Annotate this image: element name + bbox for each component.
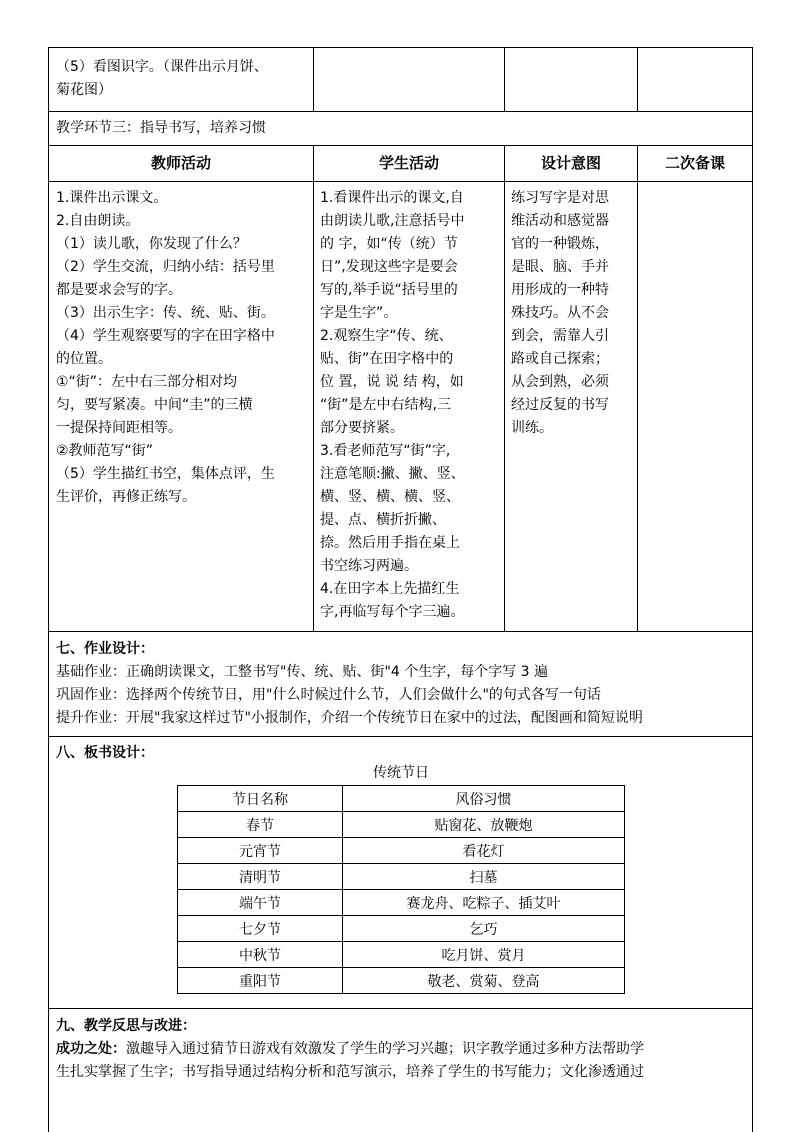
reflection-label: 成功之处： bbox=[56, 1041, 126, 1057]
student-line: 注意笔顺:撇、撇、竖、 bbox=[320, 466, 465, 482]
header-teacher: 教师活动 bbox=[150, 154, 211, 172]
reflection-text: 激趣导入通过猜节日游戏有效激发了学生的学习兴趣；识字教学通过多种方法帮助学 bbox=[126, 1041, 644, 1057]
festival-custom: 看花灯 bbox=[343, 838, 625, 864]
teacher-line: 的位置。 bbox=[56, 351, 112, 367]
festival-name: 春节 bbox=[178, 812, 343, 838]
reflection-line bbox=[56, 1038, 644, 1060]
teacher-line: 一提保持间距相等。 bbox=[56, 420, 182, 436]
homework-title: 七、作业设计： bbox=[56, 641, 154, 657]
design-line: 是眼、脑、手并 bbox=[511, 259, 609, 275]
teacher-line: 都是要求会写的字。 bbox=[56, 282, 182, 298]
teacher-line: 生评价，再修正练写。 bbox=[56, 489, 196, 505]
rule-4 bbox=[48, 631, 753, 632]
student-line: 日”,发现这些字是要会 bbox=[320, 259, 458, 275]
design-line: 从会到熟，必须 bbox=[511, 374, 609, 390]
col-divider-1-top bbox=[313, 47, 314, 111]
header-design: 设计意图 bbox=[540, 154, 601, 172]
teacher-line: （5）学生描红书空，集体点评，生 bbox=[56, 466, 275, 482]
table-row bbox=[178, 838, 625, 864]
festival-custom: 扫墓 bbox=[343, 864, 625, 890]
student-line: 横、竖、横、横、竖、 bbox=[320, 489, 460, 505]
student-line: “街”是左中右结构,三 bbox=[320, 397, 451, 413]
festival-name: 中秋节 bbox=[178, 942, 343, 968]
festival-table bbox=[177, 785, 625, 994]
rule-1 bbox=[48, 111, 753, 112]
teacher-line: 2.自由朗读。 bbox=[56, 213, 140, 229]
festival-custom: 乞巧 bbox=[343, 916, 625, 942]
festival-name: 清明节 bbox=[178, 864, 343, 890]
rule-3 bbox=[48, 181, 753, 182]
top-row-line: 菊花图） bbox=[56, 82, 112, 98]
table-row bbox=[178, 864, 625, 890]
table-row bbox=[178, 812, 625, 838]
rule-top bbox=[48, 47, 753, 48]
design-line: 到会，需靠人引 bbox=[511, 328, 609, 344]
header-student: 学生活动 bbox=[378, 154, 439, 172]
section3-title: 教学环节三：指导书写，培养习惯 bbox=[56, 120, 266, 136]
design-line: 练习写字是对思 bbox=[511, 190, 609, 206]
rule-5 bbox=[48, 736, 753, 737]
table-row bbox=[178, 942, 625, 968]
col-divider-1 bbox=[313, 145, 314, 631]
student-line: 书空练习两遍。 bbox=[320, 558, 418, 574]
design-line: 维活动和感觉器 bbox=[511, 213, 609, 229]
student-line: 贴、街”在田字格中的 bbox=[320, 351, 454, 367]
teacher-line: （3）出示生字：传、统、贴、街。 bbox=[56, 305, 275, 321]
festival-name: 重阳节 bbox=[178, 968, 343, 994]
reflection-line: 生扎实掌握了生字；书写指导通过结构分析和范写演示，培养了学生的书写能力；文化渗透通过 bbox=[56, 1064, 644, 1080]
frame-left bbox=[48, 47, 49, 1132]
reflection-title: 九、教学反思与改进： bbox=[56, 1018, 196, 1034]
table-row bbox=[178, 890, 625, 916]
board-title: 八、板书设计： bbox=[56, 745, 154, 761]
table-header-cell: 节日名称 bbox=[178, 786, 343, 812]
design-line: 经过反复的书写 bbox=[511, 397, 609, 413]
student-line: 3.看老师范写“街”字, bbox=[320, 443, 451, 459]
student-line: 2.观察生字“传、统、 bbox=[320, 328, 453, 344]
student-line: 4.在田字本上先描红生 bbox=[320, 581, 460, 597]
student-line: 字是生字”。 bbox=[320, 305, 398, 321]
student-line: 提、点、横折折撇、 bbox=[320, 512, 446, 528]
frame-right bbox=[752, 47, 753, 1132]
student-line: 的 字，如“传（统）节 bbox=[320, 236, 458, 252]
student-line: 位 置，说 说 结 构，如 bbox=[320, 374, 464, 390]
top-row-line: （5）看图识字。（课件出示月饼、 bbox=[56, 59, 268, 75]
design-line: 训练。 bbox=[511, 420, 553, 436]
teacher-line: 1.课件出示课文。 bbox=[56, 190, 168, 206]
student-line: 捺。然后用手指在桌上 bbox=[320, 535, 460, 551]
col-divider-3 bbox=[637, 145, 638, 631]
rule-2 bbox=[48, 145, 753, 146]
rule-6 bbox=[48, 1008, 753, 1009]
festival-custom: 吃月饼、赏月 bbox=[343, 942, 625, 968]
student-line: 部分要挤紧。 bbox=[320, 420, 404, 436]
festival-custom: 赛龙舟、吃粽子、插艾叶 bbox=[343, 890, 625, 916]
homework-line: 提升作业：开展"我家这样过节"小报制作，介绍一个传统节日在家中的过法，配图画和简短说明 bbox=[56, 710, 643, 726]
festival-custom: 贴窗花、放鞭炮 bbox=[343, 812, 625, 838]
teacher-line: （4）学生观察要写的字在田字格中 bbox=[56, 328, 275, 344]
teacher-line: ②教师范写“街” bbox=[56, 443, 154, 459]
teacher-line: ①“街”：左中右三部分相对均 bbox=[56, 374, 238, 390]
col-divider-3-top bbox=[637, 47, 638, 111]
header-second: 二次备课 bbox=[664, 154, 725, 172]
teacher-line: （1）读儿歌，你发现了什么？ bbox=[56, 236, 247, 252]
homework-line: 巩固作业：选择两个传统节日，用"什么时候过什么节，人们会做什么"的句式各写一句话 bbox=[56, 687, 601, 703]
col-divider-2 bbox=[504, 145, 505, 631]
col-divider-2-top bbox=[504, 47, 505, 111]
table-header-row bbox=[178, 786, 625, 812]
festival-name: 七夕节 bbox=[178, 916, 343, 942]
student-line: 由朗读儿歌,注意括号中 bbox=[320, 213, 465, 229]
festival-custom: 敬老、赏菊、登高 bbox=[343, 968, 625, 994]
table-header-cell: 风俗习惯 bbox=[343, 786, 625, 812]
teacher-line: 匀，要写紧凑。中间“圭”的三横 bbox=[56, 397, 253, 413]
design-line: 用形成的一种特 bbox=[511, 282, 609, 298]
design-line: 路或自己探索； bbox=[511, 351, 609, 367]
student-line: 写的,举手说“括号里的 bbox=[320, 282, 458, 298]
festival-name: 端午节 bbox=[178, 890, 343, 916]
homework-line: 基础作业：正确朗读课文，工整书写"传、统、贴、街"4 个生字，每个字写 3 遍 bbox=[56, 664, 549, 680]
design-line: 官的一种锻炼， bbox=[511, 236, 609, 252]
table-row bbox=[178, 968, 625, 994]
festival-name: 元宵节 bbox=[178, 838, 343, 864]
design-line: 殊技巧。从不会 bbox=[511, 305, 609, 321]
student-line: 字,再临写每个字三遍。 bbox=[320, 604, 465, 620]
teacher-line: （2）学生交流，归纳小结：括号里 bbox=[56, 259, 275, 275]
table-row bbox=[178, 916, 625, 942]
student-line: 1.看课件出示的课文,自 bbox=[320, 190, 464, 206]
board-table-title: 传统节日 bbox=[373, 765, 429, 781]
